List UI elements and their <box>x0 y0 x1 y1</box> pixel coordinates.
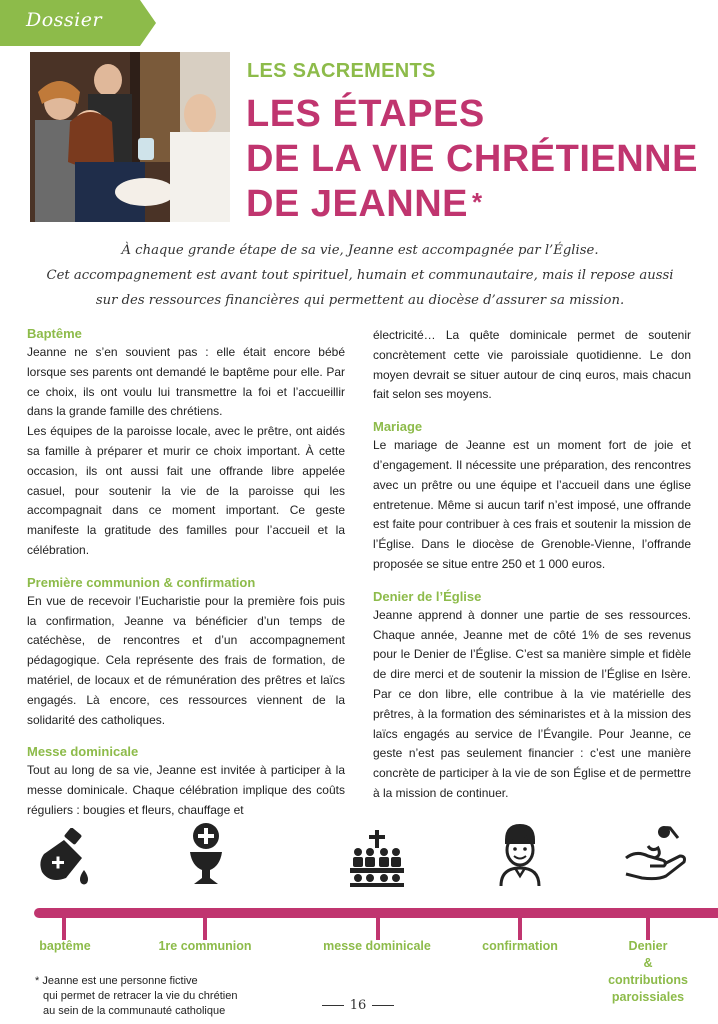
section-bapteme <box>27 326 345 561</box>
title-asterisk: * <box>472 187 483 217</box>
messe-paragraph-2: électricité… La quête dominicale permet de soutenir concrètement cette vie paroissiale quotidienne. Le don moyen devrait se situer autour de cinq euros, mais chacun fait selon ses moyens. <box>373 328 691 402</box>
baptism-photo <box>30 52 230 222</box>
mass-congregation-icon <box>348 828 406 888</box>
intro-line-3: sur des ressources financières qui permettent au diocèse d’assurer sa mission. <box>95 293 625 308</box>
denier-paragraph: Jeanne apprend à donner une partie de ses ressources. Chaque année, Jeanne met de côté 1% de ses revenus pour le Denier de l’Église. C’est sa manière simple et fidèle de dire merci et de soutenir la mission de l’Église en Isère. Par ce don libre, elle contribue à la vie matérielle des prêtres, à la formation des séminaristes et à la mission des laïcs engagés au service de l’Évangile. Pour Jeanne, ce geste n’est pas seulement financier : c’est une manière concrète de participer à la vie de son Église et de permettre à la mission de continuer. <box>373 607 691 800</box>
title-line-3: DE JEANNE * <box>246 183 483 225</box>
timeline-label-denier-l1: Denier <box>628 939 668 953</box>
section-messe <box>27 744 345 820</box>
footnote-line-3: au sein de la communauté catholique <box>43 1005 226 1017</box>
page-number: 16 <box>313 998 403 1013</box>
intro-text <box>40 238 680 313</box>
communion-paragraph: En vue de recevoir l’Eucharistie pour la première fois puis la confirmation, Jeanne va bénéficier d’un temps de catéchèse, de rencontres et d’un accompagnement pédagogique. Cela représente des frais de formation, de matériel, de locaux et de rémunération des prêtres et laïcs engagés. Là encore, ces ressources viennent de la solidarité des catholiques. <box>27 593 345 727</box>
timeline-tick-bapteme <box>62 918 66 940</box>
timeline-label-bapteme: baptême <box>39 939 91 953</box>
communion-icon <box>186 822 226 886</box>
heading-communion: Première communion & confirmation <box>27 574 256 590</box>
baptism-photo-illustration <box>30 52 230 222</box>
timeline-label-denier-l4: paroissiales <box>611 990 685 1004</box>
mariage-paragraph: Le mariage de Jeanne est un moment fort de joie et d’engagement. Il nécessite une préparation, des rencontres avec un prêtre ou une équipe et l’accueil dans une église entretenue. Même si aucun tarif n’est imposé, une offrande est faite pour contribuer à ces frais et soutenir la mission de l’Église. Dans le diocèse de Grenoble-Vienne, l’offrande proposée se situe entre 250 et 1 000 euros. <box>373 438 691 571</box>
timeline-tick-denier <box>646 918 650 940</box>
timeline-tick-communion <box>203 918 207 940</box>
donation-hand-icon <box>622 822 688 882</box>
section-denier <box>373 589 691 804</box>
baptism-oil-icon <box>36 828 94 888</box>
page-title <box>246 92 698 227</box>
footnote-line-2: qui permet de retracer la vie du chrétien <box>43 990 238 1002</box>
right-column <box>373 326 691 818</box>
timeline-tick-messe <box>376 918 380 940</box>
timeline-label-denier <box>598 938 698 1006</box>
bapteme-paragraph-1: Jeanne ne s’en souvient pas : elle était encore bébé lorsque ses parents ont demandé le baptême pour elle. Par ce choix, ils ont voulu lui transmettre la foi et l’accueillir dans la grande famille des chrétiens. <box>27 345 345 419</box>
dossier-label: Dossier <box>26 9 103 31</box>
section-kicker: LES SACREMENTS <box>247 60 436 82</box>
timeline-label-confirmation: confirmation <box>482 939 558 953</box>
heading-messe: Messe dominicale <box>27 744 139 760</box>
title-line-2: DE LA VIE CHRÉTIENNE <box>246 138 698 180</box>
confirmation-person-icon <box>497 822 543 888</box>
timeline-label-denier-l3: contributions <box>608 973 688 987</box>
section-mariage <box>373 419 691 575</box>
section-messe-continued <box>373 326 691 405</box>
title-line-1: LES ÉTAPES <box>246 93 485 135</box>
timeline-bar <box>34 908 718 918</box>
heading-mariage: Mariage <box>373 419 423 435</box>
messe-paragraph-1: Tout au long de sa vie, Jeanne est invitée à participer à la messe dominicale. Chaque célébration implique des coûts réguliers : bougies et fleurs, chauffage et <box>27 763 345 817</box>
section-communion <box>27 575 345 731</box>
intro-line-2: Cet accompagnement est avant tout spirituel, humain et communautaire, mais il repose aussi <box>46 268 674 283</box>
bapteme-paragraph-2: Les équipes de la paroisse locale, avec le prêtre, ont aidés sa famille à préparer et murir ce choix important. À cette occasion, ils ont aussi fait une offrande libre appelée casuel, pour soutenir la vie de la paroisse qui les accompagnait dans ce moment important. Ce geste manifeste la gratitude des familles pour l’accueil et la célébration. <box>27 424 345 557</box>
timeline-label-communion: 1re communion <box>158 939 252 953</box>
intro-line-1: À chaque grande étape de sa vie, Jeanne est accompagnée par l’Église. <box>121 243 599 258</box>
timeline-label-messe: messe dominicale <box>323 939 431 953</box>
heading-denier: Denier de l’Église <box>373 588 482 604</box>
left-column <box>27 326 345 835</box>
footnote-line-1: * Jeanne est une personne fictive <box>35 975 198 987</box>
heading-bapteme: Baptême <box>27 326 82 341</box>
timeline-tick-confirmation <box>518 918 522 940</box>
footnote <box>35 974 237 1019</box>
timeline-label-denier-l2: & <box>643 956 653 970</box>
